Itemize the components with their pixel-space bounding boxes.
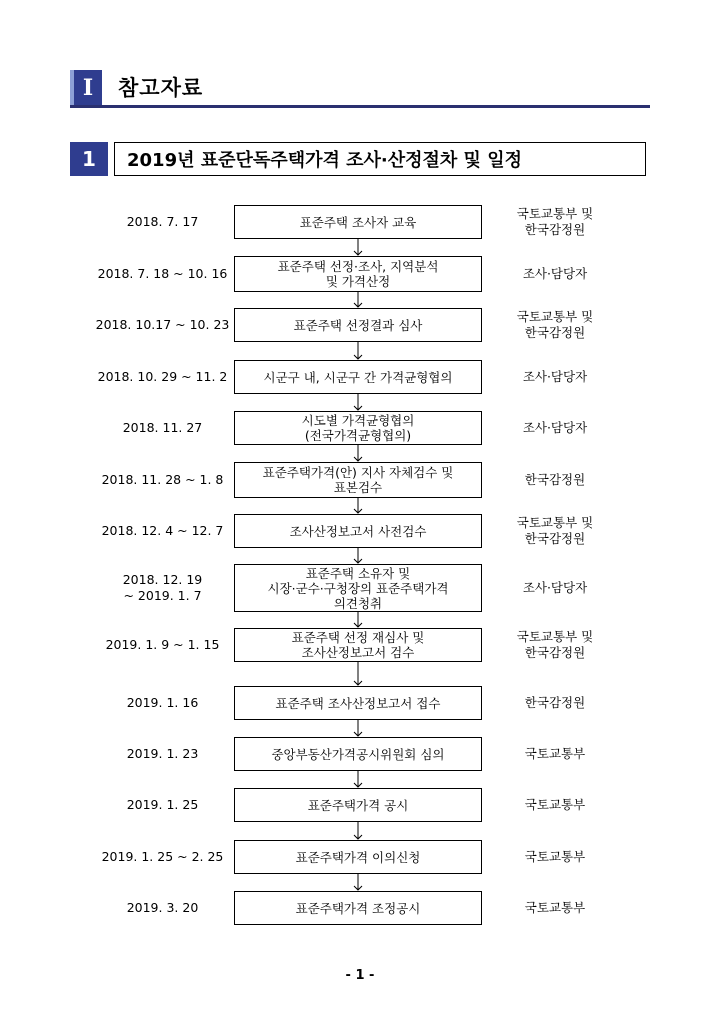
step-date: 2019. 1. 23 xyxy=(126,746,199,761)
step-label: 시도별 가격균형협의 (전국가격균형협의) xyxy=(301,413,415,443)
step-label: 표준주택가격 조정공시 xyxy=(295,900,421,916)
step-date: 2018. 11. 28 ~ 1. 8 xyxy=(101,472,224,487)
step-agency: 국토교통부 및 한국감정원 xyxy=(516,309,594,340)
step-label: 표준주택 소유자 및 시장·군수·구청장의 표준주택가격 의견청취 xyxy=(267,565,449,611)
step-date: 2018. 7. 17 xyxy=(126,214,199,229)
step-date: 2018. 12. 19 ~ 2019. 1. 7 xyxy=(122,572,203,603)
section-title: 2019년 표준단독주택가격 조사·산정절차 및 일정 xyxy=(127,150,522,171)
step-label: 표준주택 선정결과 심사 xyxy=(293,317,423,333)
down-arrow-icon xyxy=(352,342,364,360)
section-header xyxy=(70,142,646,176)
step-box xyxy=(234,462,482,498)
step-date: 2019. 1. 25 xyxy=(126,797,199,812)
step-date: 2018. 12. 4 ~ 12. 7 xyxy=(101,523,224,538)
step-agency: 한국감정원 xyxy=(524,695,586,710)
down-arrow-icon xyxy=(352,662,364,686)
step-label: 조사산정보고서 사전검수 xyxy=(289,523,427,539)
step-box xyxy=(234,514,482,548)
down-arrow-icon xyxy=(352,771,364,788)
step-box xyxy=(234,686,482,720)
step-date: 2019. 1. 16 xyxy=(126,695,199,710)
step-date: 2019. 3. 20 xyxy=(126,900,199,915)
step-box xyxy=(234,564,482,612)
step-box xyxy=(234,788,482,822)
down-arrow-icon xyxy=(352,874,364,891)
step-agency: 국토교통부 xyxy=(524,746,586,761)
step-label: 시군구 내, 시군구 간 가격균형협의 xyxy=(263,369,453,385)
down-arrow-icon xyxy=(352,394,364,411)
step-agency: 국토교통부 xyxy=(524,797,586,812)
step-box xyxy=(234,628,482,662)
step-date: 2018. 7. 18 ~ 10. 16 xyxy=(97,266,228,281)
step-date: 2018. 10. 29 ~ 11. 2 xyxy=(97,369,228,384)
step-label: 표준주택 조사자 교육 xyxy=(299,214,417,230)
page-number: - 1 - xyxy=(345,968,375,983)
down-arrow-icon xyxy=(352,612,364,628)
down-arrow-icon xyxy=(352,445,364,462)
down-arrow-icon xyxy=(352,822,364,840)
step-agency: 조사·담당자 xyxy=(522,266,588,281)
step-agency: 조사·담당자 xyxy=(522,580,588,595)
step-box xyxy=(234,840,482,874)
step-agency: 국토교통부 및 한국감정원 xyxy=(516,515,594,546)
step-label: 표준주택 선정·조사, 지역분석 및 가격산정 xyxy=(277,259,439,289)
chapter-number-badge: I xyxy=(70,70,102,106)
step-date: 2019. 1. 9 ~ 1. 15 xyxy=(105,637,220,652)
step-agency: 조사·담당자 xyxy=(522,369,588,384)
down-arrow-icon xyxy=(352,720,364,737)
step-label: 표준주택가격(안) 지사 자체검수 및 표본검수 xyxy=(262,465,454,495)
step-box xyxy=(234,737,482,771)
step-agency: 국토교통부 xyxy=(524,900,586,915)
down-arrow-icon xyxy=(352,239,364,256)
chapter-header xyxy=(70,68,650,108)
step-date: 2018. 11. 27 xyxy=(122,420,203,435)
section-title-box xyxy=(114,142,646,176)
step-label: 표준주택 조사산정보고서 접수 xyxy=(275,695,441,711)
down-arrow-icon xyxy=(352,548,364,564)
step-date: 2019. 1. 25 ~ 2. 25 xyxy=(101,849,224,864)
step-label: 중앙부동산가격공시위원회 심의 xyxy=(271,746,445,762)
chapter-title: 참고자료 xyxy=(118,76,204,100)
step-agency: 국토교통부 xyxy=(524,849,586,864)
step-box xyxy=(234,308,482,342)
step-box xyxy=(234,411,482,445)
down-arrow-icon xyxy=(352,498,364,514)
step-box xyxy=(234,360,482,394)
chapter-underline xyxy=(70,105,650,108)
step-agency: 국토교통부 및 한국감정원 xyxy=(516,629,594,660)
step-agency: 한국감정원 xyxy=(524,472,586,487)
step-label: 표준주택가격 이의신청 xyxy=(295,849,421,865)
step-box xyxy=(234,256,482,292)
step-agency: 국토교통부 및 한국감정원 xyxy=(516,206,594,237)
step-date: 2018. 10.17 ~ 10. 23 xyxy=(95,317,230,332)
step-box xyxy=(234,205,482,239)
step-agency: 조사·담당자 xyxy=(522,420,588,435)
down-arrow-icon xyxy=(352,292,364,308)
section-number-badge: 1 xyxy=(70,142,108,176)
step-box xyxy=(234,891,482,925)
step-label: 표준주택가격 공시 xyxy=(307,797,409,813)
step-label: 표준주택 선정 재심사 및 조사산정보고서 검수 xyxy=(291,630,425,660)
